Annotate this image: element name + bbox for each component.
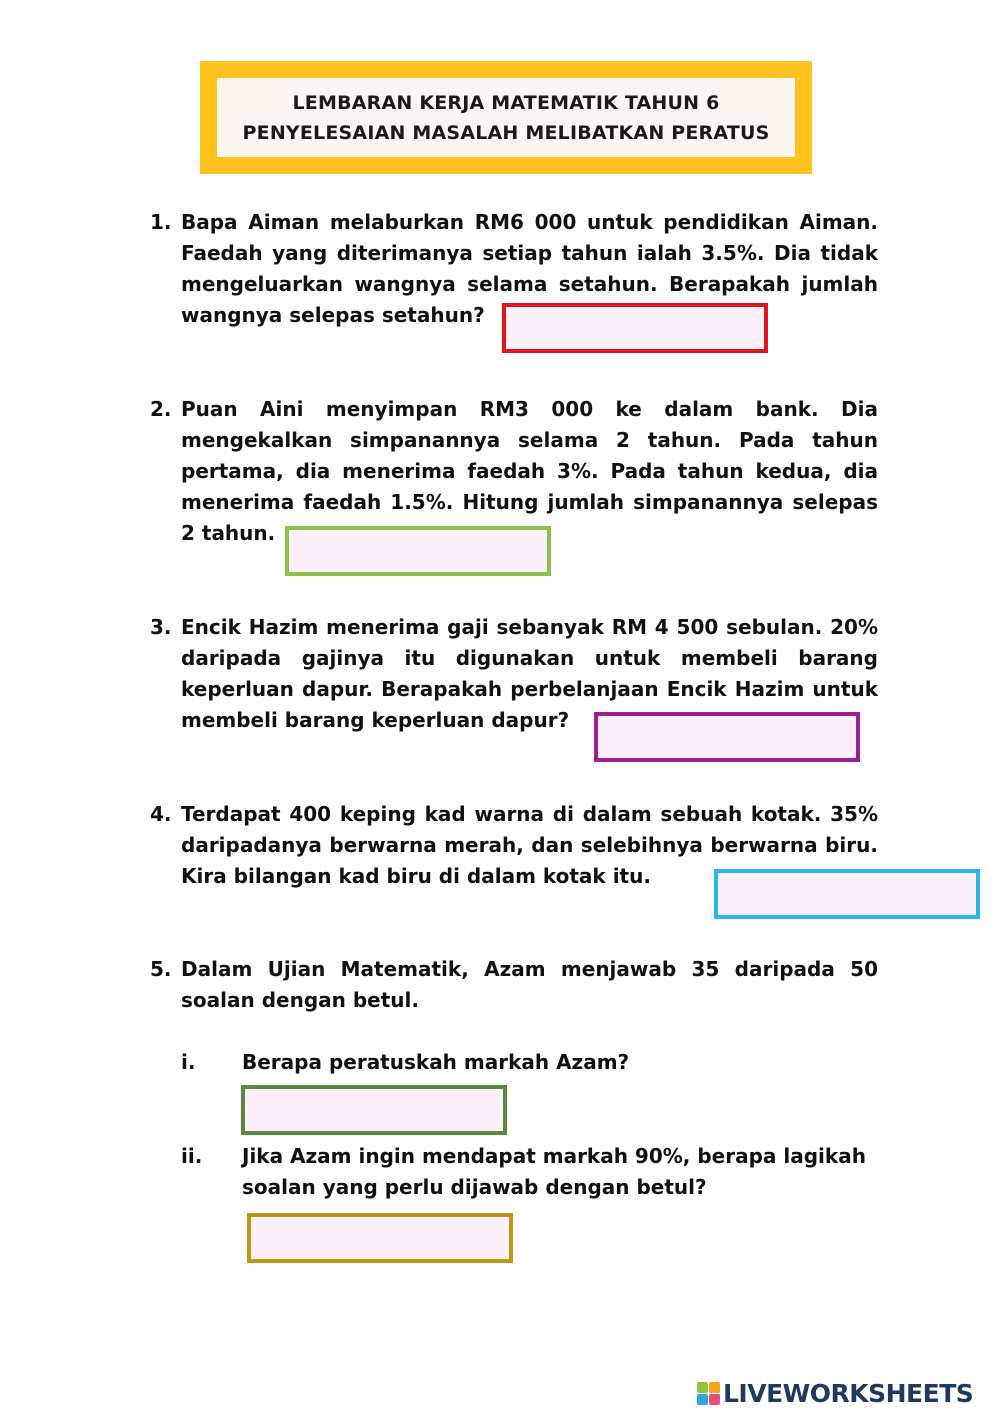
part-number: i.: [181, 1050, 196, 1074]
answer-box-3[interactable]: [594, 712, 860, 762]
question-text: Bapa Aiman melaburkan RM6 000 untuk pendidikan Aiman. Faedah yang diterimanya setiap tahun ialah 3.5%. Dia tidak mengeluarkan wangnya selama setahun. Berapakah jumlah wangnya selepas setahun?: [181, 210, 878, 327]
liveworksheets-logo: [697, 1378, 973, 1408]
logo-square: [709, 1382, 720, 1393]
question-number: 1.: [150, 210, 172, 234]
logo-square: [697, 1382, 708, 1393]
logo-square: [697, 1394, 708, 1405]
brand-name: LIVEWORKSHEETS: [723, 1378, 974, 1408]
question-5-part-i: [181, 1047, 878, 1078]
answer-box-4[interactable]: [714, 869, 980, 919]
logo-square: [709, 1394, 720, 1405]
part-text: Berapa peratuskah markah Azam?: [242, 1050, 630, 1074]
answer-box-5ii[interactable]: [247, 1213, 513, 1263]
answer-box-5i[interactable]: [241, 1085, 507, 1135]
part-text: Jika Azam ingin mendapat markah 90%, berapa lagikah soalan yang perlu dijawab dengan betul?: [242, 1144, 866, 1199]
question-5-part-ii: [181, 1141, 878, 1203]
worksheet-subtitle: PENYELESAIAN MASALAH MELIBATKAN PERATUS: [242, 121, 770, 144]
question-text: Encik Hazim menerima gaji sebanyak RM 4 500 sebulan. 20% daripada gajinya itu digunakan untuk membeli barang keperluan dapur. Berapakah perbelanjaan Encik Hazim untuk membeli barang keperluan dapur?: [181, 615, 878, 732]
question-number: 5.: [150, 957, 172, 981]
logo-icon: [697, 1382, 720, 1405]
question-number: 4.: [150, 802, 172, 826]
answer-box-2[interactable]: [285, 526, 551, 576]
worksheet-title: LEMBARAN KERJA MATEMATIK TAHUN 6: [292, 91, 720, 114]
part-number: ii.: [181, 1144, 203, 1168]
question-text: Puan Aini menyimpan RM3 000 ke dalam bank. Dia mengekalkan simpanannya selama 2 tahun. Pada tahun pertama, dia menerima faedah 3%. Pada tahun kedua, dia menerima faedah 1.5%. Hitung jumlah simpanannya selepas 2 tahun.: [181, 397, 878, 545]
answer-box-1[interactable]: [502, 303, 768, 353]
question-text: Terdapat 400 keping kad warna di dalam sebuah kotak. 35% daripadanya berwarna merah, dan selebihnya berwarna biru. Kira bilangan kad biru di dalam kotak itu.: [181, 802, 878, 888]
question-text: Dalam Ujian Matematik, Azam menjawab 35 daripada 50 soalan dengan betul.: [181, 957, 878, 1012]
question-number: 2.: [150, 397, 172, 421]
question-5: [150, 954, 878, 1016]
question-number: 3.: [150, 615, 172, 639]
title-banner: [200, 61, 812, 174]
